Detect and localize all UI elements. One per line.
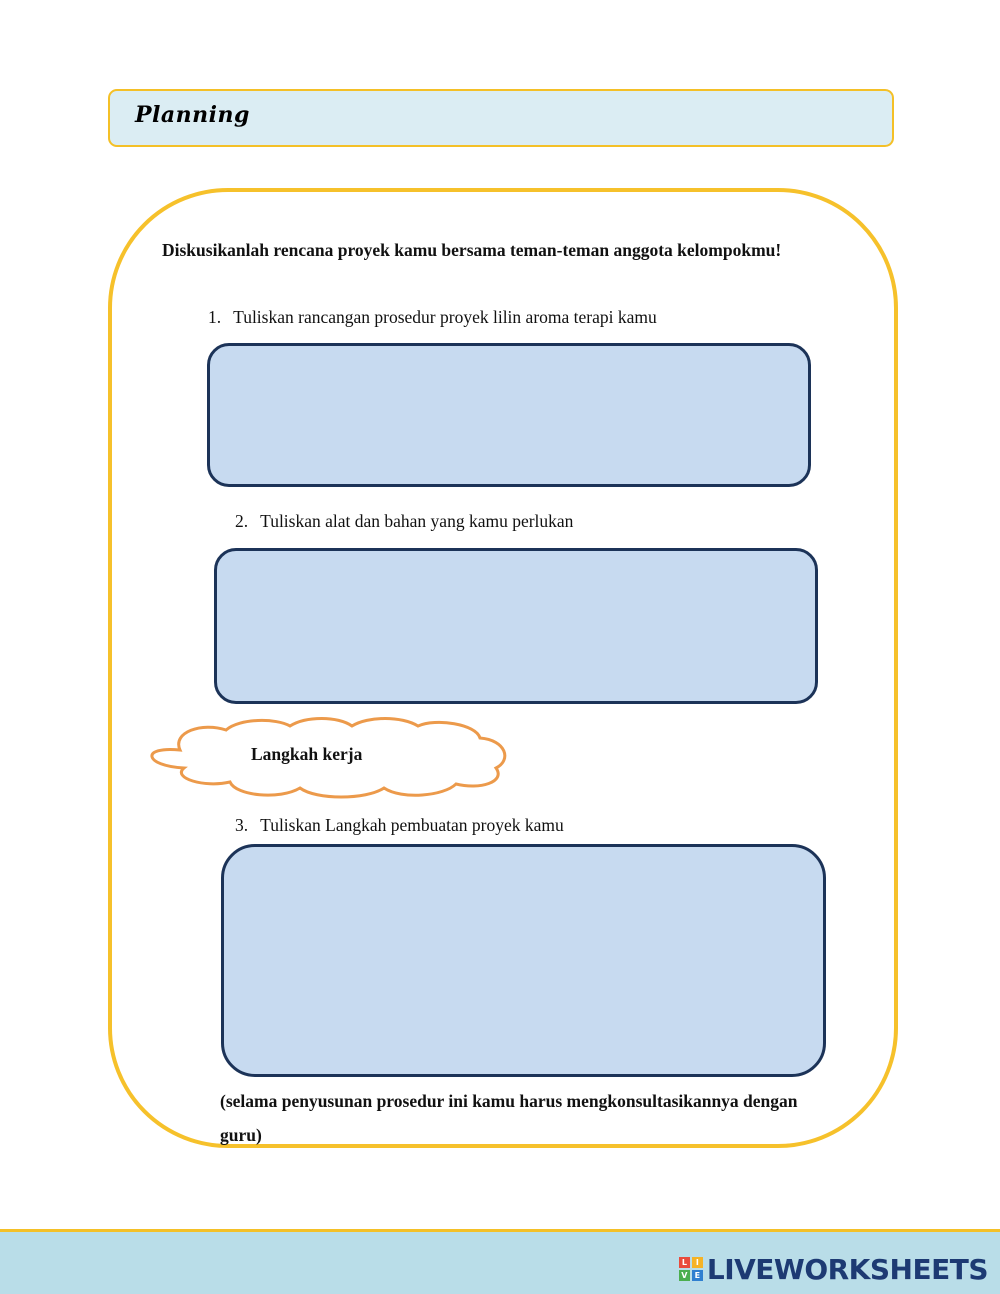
footnote-text: (selama penyusunan prosedur ini kamu harus mengkonsultasikannya dengan guru) (220, 1091, 798, 1145)
question-2 (235, 511, 573, 532)
answer-box-3[interactable] (221, 844, 826, 1077)
question-1-number: 1. (208, 307, 222, 327)
question-3 (235, 815, 564, 836)
question-3-text: Tuliskan Langkah pembuatan proyek kamu (260, 815, 564, 835)
instruction-text: Diskusikanlah rencana proyek kamu bersama teman-teman anggota kelompokmu! (162, 240, 782, 260)
section-title: Planning (135, 102, 250, 128)
liveworksheets-logo (679, 1252, 988, 1286)
question-2-number: 2. (235, 511, 249, 531)
logo-letter-l: L (679, 1257, 690, 1268)
logo-letter-v: V (679, 1270, 690, 1281)
question-1-text: Tuliskan rancangan prosedur proyek lilin aroma terapi kamu (233, 307, 657, 327)
section-header (108, 89, 894, 147)
answer-box-1[interactable] (207, 343, 811, 487)
logo-letter-i: I (692, 1257, 703, 1268)
logo-text: LIVEWORKSHEETS (706, 1252, 988, 1286)
logo-letter-e: E (692, 1270, 703, 1281)
question-3-number: 3. (235, 815, 249, 835)
answer-box-2[interactable] (214, 548, 818, 704)
question-1 (208, 307, 657, 328)
question-2-text: Tuliskan alat dan bahan yang kamu perlukan (260, 511, 574, 531)
cloud-label: Langkah kerja (251, 744, 363, 764)
logo-grid-icon (679, 1257, 703, 1281)
